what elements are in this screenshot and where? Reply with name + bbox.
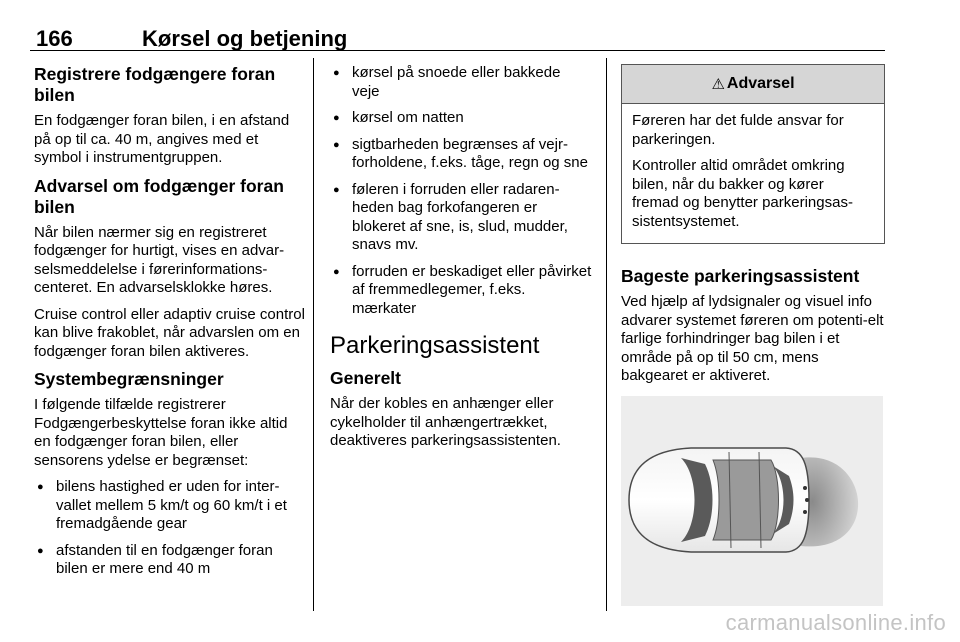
- column-1: [34, 64, 306, 587]
- chapter-title: Kørsel og betjening: [142, 26, 348, 51]
- section-heading: Generelt: [330, 368, 401, 388]
- paragraph: Når der kobles en anhænger eller cykelholder til anhængertrækket, deaktiveres parkeringsassistenten.: [330, 395, 561, 449]
- page-header: [30, 22, 885, 51]
- bullet-list: [34, 478, 306, 579]
- paragraph: Kontroller altid området omkring bilen, når du bakker og kører fremad og benytter parkeringsas-sistentsystemet.: [632, 157, 853, 230]
- list-item: ● afstanden til en fodgænger foran bilen er mere end 40 m: [34, 542, 306, 579]
- bullet-list: [330, 64, 592, 318]
- warning-header: [622, 65, 884, 104]
- column-2: [330, 64, 592, 459]
- paragraph: Når bilen nærmer sig en registreret fodgænger for hurtigt, vises en advar-selsmeddelelse i førerinformations-centeret. En advarselsklokke høres.: [34, 223, 285, 296]
- sensor-dot: [803, 510, 807, 514]
- list-item: ● føleren i forruden eller radaren-heden bag forkofangeren er blokeret af sne, is, slud, mudder, snavs mv.: [330, 181, 592, 255]
- warning-title: Advarsel: [726, 75, 795, 92]
- list-item: ● kørsel om natten: [330, 109, 592, 128]
- section-heading: Advarsel om fodgænger foran bilen: [34, 175, 284, 217]
- list-item: ● forruden er beskadiget eller påvirket af fremmedlegemer, f.eks. mærkater: [330, 263, 592, 319]
- paragraph: Ved hjælp af lydsignaler og visuel info advarer systemet føreren om potenti-elt farlige forhindringer bag bilen i et område på op til 50 cm, mens bakgearet er aktiveret.: [621, 293, 884, 384]
- warning-body: [622, 104, 884, 243]
- list-item: ● sigtbarheden begrænses af vejr-forholdene, f.eks. tåge, regn og sne: [330, 136, 592, 173]
- paragraph: En fodgænger foran bilen, i en afstand på op til ca. 40 m, angives med et symbol i instrumentgruppen.: [34, 112, 290, 166]
- watermark: carmanualsonline.info: [725, 610, 946, 635]
- sensor-dot: [805, 498, 809, 502]
- section-heading: Bageste parkeringsassistent: [621, 266, 860, 286]
- column-divider: [313, 58, 314, 611]
- column-divider: [606, 58, 607, 611]
- warning-box: [621, 64, 885, 244]
- car-sensor-illustration: [621, 396, 883, 606]
- list-item: ● kørsel på snoede eller bakkede veje: [330, 64, 592, 101]
- warning-triangle-icon: ⚠: [711, 76, 725, 93]
- paragraph: I følgende tilfælde registrerer Fodgængerbeskyttelse foran ikke altid en fodgænger foran bilen, eller sensorens ydelse er begrænset:: [34, 396, 288, 469]
- list-item: ● bilens hastighed er uden for inter-vallet mellem 5 km/t og 60 km/t i et fremadgående gear: [34, 478, 306, 534]
- car-illustration-svg: [621, 396, 883, 606]
- column-3: [621, 64, 889, 606]
- roof: [713, 460, 779, 540]
- section-heading: Systembegrænsninger: [34, 369, 224, 389]
- paragraph: Føreren har det fulde ansvar for parkeringen.: [632, 112, 844, 148]
- sensor-dot: [803, 486, 807, 490]
- paragraph: Cruise control eller adaptiv cruise control kan blive frakoblet, når advarslen om en fodgænger foran bilen aktiveres.: [34, 305, 305, 360]
- chapter-heading: Parkeringsassistent: [330, 332, 540, 359]
- page-number: 166: [36, 26, 73, 51]
- section-heading: Registrere fodgængere foran bilen: [34, 64, 276, 105]
